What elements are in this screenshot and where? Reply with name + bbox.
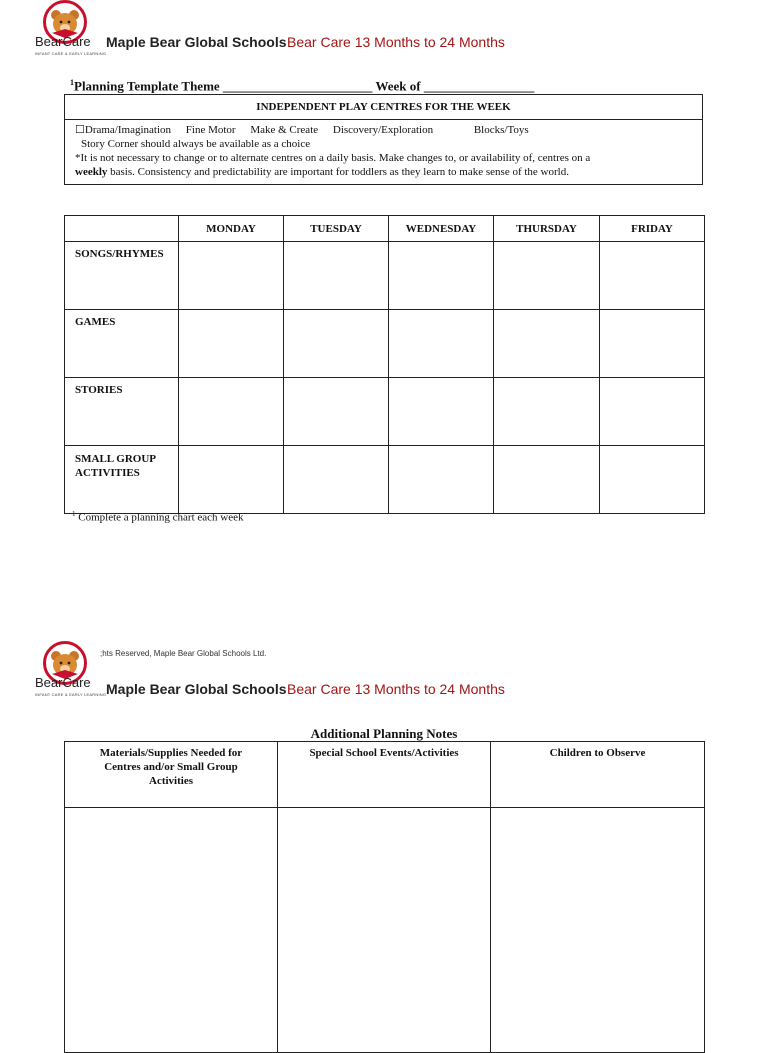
footnote-mark: 1 xyxy=(72,510,76,518)
plan-cell[interactable] xyxy=(179,242,284,310)
story-corner-note: Story Corner should always be available as a choice xyxy=(81,138,311,150)
centre-item: Discovery/Exploration xyxy=(332,124,434,136)
plan-cell[interactable] xyxy=(600,378,705,446)
bearcare-logo xyxy=(35,0,105,62)
notes-title: Additional Planning Notes xyxy=(310,726,458,741)
notes-column-header: Materials/Supplies Needed for Centres and/or Small Group Activities xyxy=(65,742,278,808)
play-centres-box xyxy=(64,94,703,185)
logo-tagline: INFANT CARE & EARLY LEARNING xyxy=(35,692,107,697)
school-name: Maple Bear Global Schools xyxy=(106,681,287,697)
centre-item: Blocks/Toys xyxy=(473,124,529,136)
footnote-mark: 1 xyxy=(70,78,74,87)
plan-cell[interactable] xyxy=(494,446,600,514)
day-header: TUESDAY xyxy=(284,216,389,242)
plan-cell[interactable] xyxy=(179,310,284,378)
plan-cell[interactable] xyxy=(600,310,705,378)
logo-text: BearCare xyxy=(35,675,91,690)
bearcare-logo xyxy=(35,641,105,703)
row-label: STORIES xyxy=(65,378,179,446)
weekly-planning-table xyxy=(64,215,705,514)
checkbox-icon: ☐ xyxy=(75,124,85,136)
rights-notice: ;hts Reserved, Maple Bear Global Schools Ltd. xyxy=(100,649,267,658)
plan-cell[interactable] xyxy=(494,378,600,446)
notes-column-header: Special School Events/Activities xyxy=(278,742,491,808)
plan-cell[interactable] xyxy=(600,446,705,514)
row-label: GAMES xyxy=(65,310,179,378)
logo-tagline: INFANT CARE & EARLY LEARNING xyxy=(35,51,107,56)
plan-cell[interactable] xyxy=(389,446,494,514)
plan-cell[interactable] xyxy=(389,310,494,378)
centre-item: Make & Create xyxy=(250,124,319,136)
weekly-emphasis: weekly xyxy=(75,166,108,178)
footnote-text: Complete a planning chart each week xyxy=(78,511,244,524)
notes-cell[interactable] xyxy=(278,808,491,1053)
notes-table xyxy=(64,741,705,1053)
plan-cell[interactable] xyxy=(284,446,389,514)
day-header: WEDNESDAY xyxy=(389,216,494,242)
play-centres-title: INDEPENDENT PLAY CENTRES FOR THE WEEK xyxy=(65,95,702,120)
theme-week-field: Planning Template Theme _______________________ Week of _________________ xyxy=(74,78,535,94)
day-header: THURSDAY xyxy=(494,216,600,242)
logo-text: BearCare xyxy=(35,34,91,49)
program-name: Bear Care 13 Months to 24 Months xyxy=(287,681,505,697)
row-label: SMALL GROUP ACTIVITIES xyxy=(65,446,179,514)
plan-cell[interactable] xyxy=(389,242,494,310)
plan-cell[interactable] xyxy=(284,242,389,310)
centre-item: Fine Motor xyxy=(185,124,236,136)
centres-list xyxy=(75,123,692,137)
corner-cell xyxy=(65,216,179,242)
school-name: Maple Bear Global Schools xyxy=(106,34,287,50)
plan-cell[interactable] xyxy=(284,378,389,446)
day-header: FRIDAY xyxy=(600,216,705,242)
theme-line xyxy=(70,78,534,94)
plan-cell[interactable] xyxy=(494,310,600,378)
day-header: MONDAY xyxy=(179,216,284,242)
plan-cell[interactable] xyxy=(600,242,705,310)
notes-column-header: Children to Observe xyxy=(491,742,705,808)
plan-cell[interactable] xyxy=(494,242,600,310)
notes-cell[interactable] xyxy=(65,808,278,1053)
notes-cell[interactable] xyxy=(491,808,705,1053)
footnote xyxy=(72,510,244,524)
plan-cell[interactable] xyxy=(179,378,284,446)
row-label: SONGS/RHYMES xyxy=(65,242,179,310)
program-name: Bear Care 13 Months to 24 Months xyxy=(287,34,505,50)
centres-note: *It is not necessary to change or to alternate centres on a daily basis. Make changes to, or availability of, centres on a weekly basis. Consistency and predictability are important for toddlers as they learn to make sense of the world. xyxy=(75,152,591,178)
plan-cell[interactable] xyxy=(284,310,389,378)
plan-cell[interactable] xyxy=(389,378,494,446)
plan-cell[interactable] xyxy=(179,446,284,514)
centre-item: ☐Drama/Imagination xyxy=(75,124,172,136)
